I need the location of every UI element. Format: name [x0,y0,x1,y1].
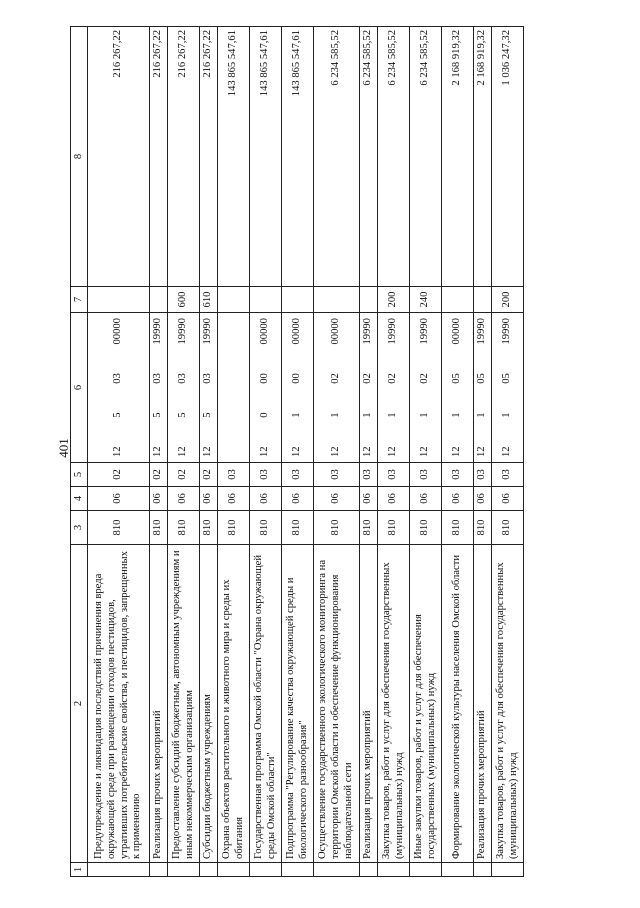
cell-col4: 06 [218,487,250,511]
target-code [501,316,514,459]
table-row [442,27,474,877]
cell-col5: 03 [410,463,442,487]
cell-col6 [492,313,524,463]
cell-col7 [360,287,378,313]
cell-name: Иные закупки товаров, работ и услуг для обеспечения государственных (муниципальных) нужд [410,545,442,863]
cell-col3: 810 [410,511,442,545]
table-row [492,27,524,877]
table-header-row [71,27,88,877]
cell-amount: 6 234 585,52 [314,27,360,287]
cell-col4: 06 [410,487,442,511]
code-part-4: 00000 [259,318,271,345]
code-part-4: 19990 [202,318,214,345]
table-row [218,27,250,877]
code-part-1: 12 [451,446,463,457]
cell-name: Закупка товаров, работ и услуг для обеспечения государственных (муниципальных) нужд [492,545,524,863]
cell-col6 [168,313,200,463]
cell-col7 [250,287,282,313]
cell-col5: 03 [314,463,360,487]
cell-col4: 06 [314,487,360,511]
cell-amount: 6 234 585,52 [410,27,442,287]
table-row [474,27,492,877]
code-part-1: 12 [387,446,399,457]
code-part-3: 03 [202,373,214,384]
cell-name: Реализация прочих мероприятий [474,545,492,863]
table-row [360,27,378,877]
target-code [419,316,432,459]
cell-col6 [200,313,218,463]
code-part-3: 03 [112,373,124,384]
cell-col1 [492,863,524,877]
cell-name: Формирование экологической культуры населения Омской области [442,545,474,863]
code-part-1: 12 [152,446,164,457]
cell-amount: 1 036 247,32 [492,27,524,287]
target-code [152,316,165,459]
cell-col3: 810 [360,511,378,545]
cell-name: Государственная программа Омской области "Охрана окружающей среды Омской области" [250,545,282,863]
cell-col5: 02 [150,463,168,487]
code-part-3: 02 [330,373,342,384]
cell-col6 [378,313,410,463]
cell-col6 [474,313,492,463]
cell-col5: 03 [250,463,282,487]
cell-amount: 216 267,22 [150,27,168,287]
cell-col1 [442,863,474,877]
column-header-4: 4 [71,487,88,511]
code-part-2: 5 [152,412,164,418]
code-part-4: 19990 [419,318,431,345]
column-header-2: 2 [71,545,88,863]
code-part-1: 12 [112,446,124,457]
code-part-2: 1 [291,412,303,418]
cell-col1 [250,863,282,877]
cell-col4: 06 [168,487,200,511]
code-part-4: 19990 [501,318,513,345]
cell-col7 [314,287,360,313]
code-part-2: 1 [451,412,463,418]
code-part-2: 5 [202,412,214,418]
code-part-4: 19990 [152,318,164,345]
cell-col5: 03 [282,463,314,487]
code-part-4: 19990 [177,318,189,345]
table-row [88,27,150,877]
cell-col6 [442,313,474,463]
cell-amount: 143 865 547,61 [250,27,282,287]
cell-name: Предоставление субсидий бюджетным, автономным учреждениям и иным некоммерческим организациям [168,545,200,863]
cell-col1 [474,863,492,877]
cell-col5: 02 [88,463,150,487]
code-part-3: 05 [501,373,513,384]
cell-col3: 810 [250,511,282,545]
table-row [168,27,200,877]
code-part-4: 19990 [387,318,399,345]
cell-col4: 06 [250,487,282,511]
cell-amount: 2 168 919,32 [442,27,474,287]
cell-col7: 610 [200,287,218,313]
code-part-2: 1 [501,412,513,418]
cell-col3: 810 [168,511,200,545]
code-part-3: 00 [259,373,271,384]
cell-name: Реализация прочих мероприятий [360,545,378,863]
cell-col6 [282,313,314,463]
code-part-1: 12 [501,446,513,457]
code-part-1: 12 [259,446,271,457]
code-part-1: 12 [362,446,374,457]
code-part-1: 12 [291,446,303,457]
cell-amount: 216 267,22 [200,27,218,287]
cell-col4: 06 [200,487,218,511]
code-part-3: 02 [419,373,431,384]
column-header-7: 7 [71,287,88,313]
code-part-2: 5 [112,412,124,418]
target-code [362,316,375,459]
table-row [410,27,442,877]
code-part-3: 03 [177,373,189,384]
table-row [378,27,410,877]
cell-col5: 03 [218,463,250,487]
cell-col3: 810 [492,511,524,545]
code-part-4: 19990 [476,318,488,345]
cell-col1 [88,863,150,877]
cell-col3: 810 [314,511,360,545]
cell-col6 [314,313,360,463]
code-part-2: 0 [259,412,271,418]
cell-col6 [88,313,150,463]
column-header-6: 6 [71,313,88,463]
cell-name: Охрана объектов растительного и животного мира и среды их обитания [218,545,250,863]
target-code [451,316,464,459]
cell-col1 [360,863,378,877]
rotated-table-container [70,27,610,877]
cell-amount: 6 234 585,52 [360,27,378,287]
target-code [202,316,215,459]
cell-col7: 200 [378,287,410,313]
cell-col5: 03 [492,463,524,487]
code-part-3: 02 [362,373,374,384]
cell-col7 [218,287,250,313]
cell-col6 [150,313,168,463]
table-row [150,27,168,877]
cell-col1 [410,863,442,877]
cell-name: Субсидии бюджетным учреждениям [200,545,218,863]
table-row [282,27,314,877]
cell-col7 [150,287,168,313]
code-part-3: 05 [476,373,488,384]
code-part-1: 12 [476,446,488,457]
cell-amount: 143 865 547,61 [282,27,314,287]
cell-col6 [410,313,442,463]
cell-amount: 6 234 585,52 [378,27,410,287]
cell-col7 [442,287,474,313]
cell-name: Реализация прочих мероприятий [150,545,168,863]
code-part-4: 00000 [330,318,342,345]
cell-col3: 810 [442,511,474,545]
cell-col5: 03 [474,463,492,487]
cell-col5: 02 [200,463,218,487]
table-row [250,27,282,877]
table-row [200,27,218,877]
cell-amount: 216 267,22 [88,27,150,287]
cell-col7: 240 [410,287,442,313]
cell-col3: 810 [282,511,314,545]
cell-col4: 06 [88,487,150,511]
cell-col7 [474,287,492,313]
cell-col4: 06 [282,487,314,511]
cell-col1 [282,863,314,877]
code-part-2: 1 [387,412,399,418]
cell-col7: 200 [492,287,524,313]
cell-col5: 03 [378,463,410,487]
code-part-4: 19990 [362,318,374,345]
cell-col3: 810 [474,511,492,545]
table-row [314,27,360,877]
code-part-2: 1 [419,412,431,418]
target-code [330,316,343,459]
cell-col3: 810 [88,511,150,545]
cell-col5: 03 [360,463,378,487]
cell-col1 [218,863,250,877]
cell-col4: 06 [492,487,524,511]
code-part-2: 5 [177,412,189,418]
target-code [177,316,190,459]
cell-col6 [360,313,378,463]
cell-col4: 06 [150,487,168,511]
code-part-3: 05 [451,373,463,384]
cell-col1 [168,863,200,877]
code-part-4: 00000 [112,318,124,345]
cell-col6 [250,313,282,463]
code-part-4: 00000 [291,318,303,345]
code-part-2: 1 [476,412,488,418]
cell-col1 [150,863,168,877]
cell-col4: 06 [442,487,474,511]
cell-col3: 810 [150,511,168,545]
cell-col3: 810 [378,511,410,545]
cell-col1 [200,863,218,877]
column-header-3: 3 [71,511,88,545]
code-part-2: 1 [330,412,342,418]
column-header-8: 8 [71,27,88,287]
cell-col1 [314,863,360,877]
cell-col7 [88,287,150,313]
code-part-1: 12 [202,446,214,457]
cell-amount: 216 267,22 [168,27,200,287]
cell-name: Осуществление государственного экологического мониторинга на территории Омской области и обеспечение функционирования наблюдательной сети [314,545,360,863]
cell-name: Закупка товаров, работ и услуг для обеспечения государственных (муниципальных) нужд [378,545,410,863]
target-code [112,316,125,459]
target-code [259,316,272,459]
code-part-3: 02 [387,373,399,384]
cell-col5: 03 [442,463,474,487]
code-part-3: 03 [152,373,164,384]
target-code [476,316,489,459]
cell-col1 [378,863,410,877]
table-body [88,27,524,877]
cell-col4: 06 [378,487,410,511]
target-code [387,316,400,459]
cell-col3: 810 [200,511,218,545]
cell-name: Предупреждение и ликвидация последствий причинения вреда окружающей среде при размещении отходов пестицидов, утративших потребительские свойства, и пестицидов, запрещенных к применению [88,545,150,863]
cell-amount: 2 168 919,32 [474,27,492,287]
code-part-1: 12 [419,446,431,457]
cell-col3: 810 [218,511,250,545]
budget-table [70,26,524,877]
cell-name: Подпрограмма "Регулирование качества окружающей среды и биологического разнообразия" [282,545,314,863]
page-number: 401 [56,438,71,458]
column-header-5: 5 [71,463,88,487]
cell-col4: 06 [474,487,492,511]
cell-col7: 600 [168,287,200,313]
cell-col6 [218,313,250,463]
cell-col7 [282,287,314,313]
cell-col4: 06 [360,487,378,511]
column-header-1: 1 [71,863,88,877]
cell-amount: 143 865 547,61 [218,27,250,287]
target-code [291,316,304,459]
code-part-3: 00 [291,373,303,384]
code-part-1: 12 [330,446,342,457]
code-part-1: 12 [177,446,189,457]
code-part-4: 00000 [451,318,463,345]
cell-col5: 02 [168,463,200,487]
code-part-2: 1 [362,412,374,418]
